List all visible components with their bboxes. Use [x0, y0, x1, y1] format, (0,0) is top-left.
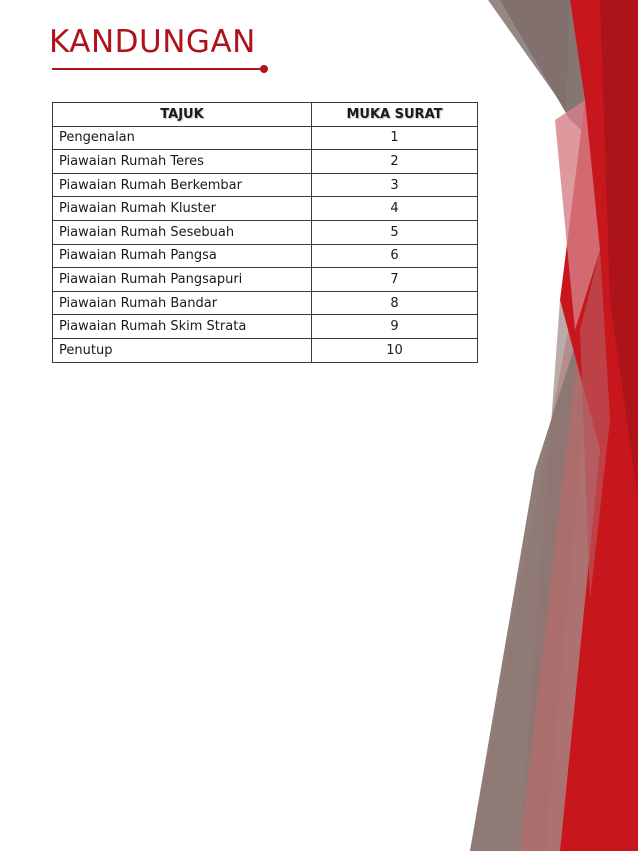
table-row	[53, 126, 478, 150]
table-row	[53, 315, 478, 339]
row-title: Piawaian Rumah Sesebuah	[53, 220, 312, 244]
row-page: 4	[312, 197, 478, 221]
page-title: KANDUNGAN	[49, 24, 256, 60]
table-row	[53, 150, 478, 174]
row-page: 6	[312, 244, 478, 268]
row-title: Piawaian Rumah Pangsa	[53, 244, 312, 268]
row-page: 8	[312, 291, 478, 315]
row-page: 3	[312, 173, 478, 197]
table-row	[53, 220, 478, 244]
row-title: Penutup	[53, 338, 312, 362]
row-page: 9	[312, 315, 478, 339]
header-page: MUKA SURAT	[312, 103, 478, 127]
table-row	[53, 338, 478, 362]
table-row	[53, 244, 478, 268]
title-underline	[52, 68, 264, 70]
row-page: 7	[312, 268, 478, 292]
title-underline-dot	[260, 65, 268, 73]
row-title: Piawaian Rumah Kluster	[53, 197, 312, 221]
row-title: Piawaian Rumah Pangsapuri	[53, 268, 312, 292]
row-title: Piawaian Rumah Skim Strata	[53, 315, 312, 339]
table-row	[53, 173, 478, 197]
row-page: 10	[312, 338, 478, 362]
row-page: 1	[312, 126, 478, 150]
row-title: Piawaian Rumah Bandar	[53, 291, 312, 315]
row-title: Piawaian Rumah Berkembar	[53, 173, 312, 197]
table-of-contents	[52, 102, 478, 363]
table-row	[53, 197, 478, 221]
table-header-row	[53, 103, 478, 127]
row-page: 5	[312, 220, 478, 244]
table-row	[53, 268, 478, 292]
row-title: Pengenalan	[53, 126, 312, 150]
row-title: Piawaian Rumah Teres	[53, 150, 312, 174]
header-title: TAJUK	[53, 103, 312, 127]
table-row	[53, 291, 478, 315]
row-page: 2	[312, 150, 478, 174]
